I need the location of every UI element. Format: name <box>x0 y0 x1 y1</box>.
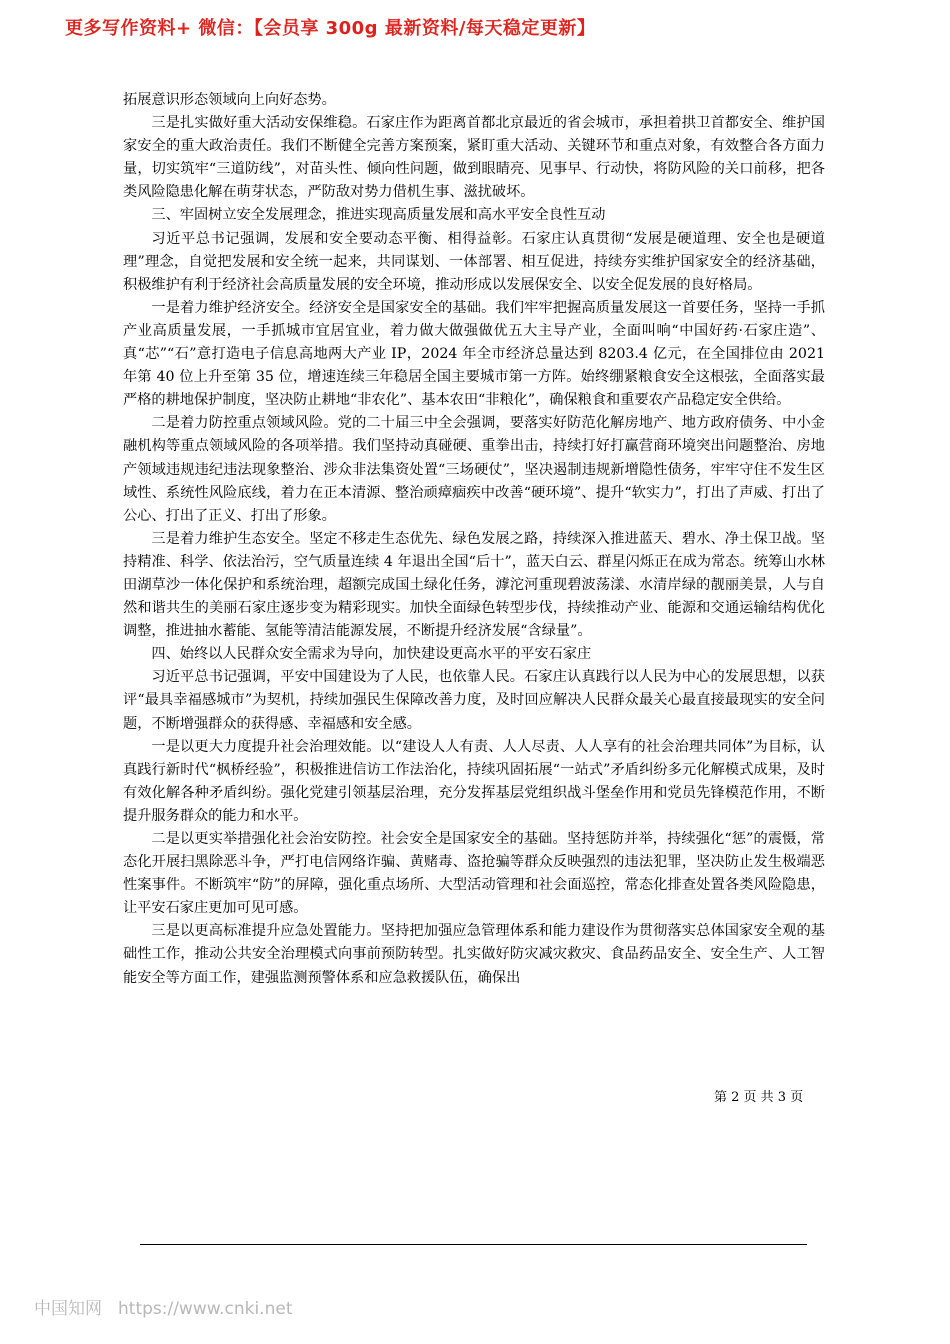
paragraph: 三是以更高标准提升应急处置能力。坚持把加强应急管理体系和能力建设作为贯彻落实总体国家安全观的基础性工作，推动公共安全治理模式向事前预防转型。扎实做好防灾减灾救灾、食品药品安全、安全生产、人工智能安全等方面工作，建强监测预警体系和应急救援队伍，确保出 <box>123 923 825 986</box>
watermark-site-name: 中国知网 <box>34 1299 102 1319</box>
paragraph: 习近平总书记强调，发展和安全要动态平衡、相得益彰。石家庄认真贯彻“发展是硬道理、安全也是硬道理”理念，自觉把发展和安全统一起来，共同谋划、一体部署、相互促进，持续夯实维护国家安全的经济基础，积极维护有利于经济社会高质量发展的安全环境，推动形成以发展保安全、以安全促发展的良好格局。 <box>123 230 825 293</box>
page-number: 第 2 页 共 3 页 <box>714 1090 804 1105</box>
paragraph: 三是扎实做好重大活动安保维稳。石家庄作为距离首都北京最近的省会城市，承担着拱卫首都安全、维护国家安全的重大政治责任。我们不断健全完善方案预案，紧盯重大活动、关键环节和重点对象，有效整合各方面力量，切实筑牢“三道防线”，对苗头性、倾向性问题，做到眼睛亮、见事早、行动快，将防风险的关口前移，把各类风险隐患化解在萌芽状态，严防敌对势力借机生事、滋扰破坏。 <box>123 115 825 201</box>
paragraph: 一是着力维护经济安全。经济安全是国家安全的基础。我们牢牢把握高质量发展这一首要任务，坚持一手抓产业高质量发展，一手抓城市宜居宜业，着力做大做强做优五大主导产业，全面叫响“中国好药·石家庄造”、真“芯”“石”意打造电子信息高地两大产业 IP，2024 年全市经济总量达到 8203.4 亿元，在全国排位由 2021 年第 40 位上升至第 35 位，增速连续三年稳居全国主要城市第一方阵。始终绷紧粮食安全这根弦，全面落实最严格的耕地保护制度，坚决防止耕地“非农化”、基本农田“非粮化”，确保粮食和重要农产品稳定安全供给。 <box>123 299 825 409</box>
watermark-url: https://www.cnki.net <box>118 1299 293 1319</box>
paragraph-continuation: 拓展意识形态领域向上向好态势。 <box>123 92 336 108</box>
paragraph: 一是以更大力度提升社会治理效能。以“建设人人有责、人人尽责、人人享有的社会治理共同体”为目标，认真践行新时代“枫桥经验”，积极推进信访工作法治化，持续巩固拓展“一站式”矛盾纠纷多元化解模式成果，及时有效化解各种矛盾纠纷。强化党建引领基层治理，充分发挥基层党组织战斗堡垒作用和党员先锋模范作用，不断提升服务群众的能力和水平。 <box>123 738 825 824</box>
cnki-watermark <box>34 1294 292 1319</box>
document-body <box>123 89 825 990</box>
promo-banner: 更多写作资料+ 微信：【会员享 300g 最新资料/每天稳定更新】 <box>65 18 596 39</box>
section-heading: 四、始终以人民群众安全需求为导向，加快建设更高水平的平安石家庄 <box>151 646 592 663</box>
paragraph: 三是着力维护生态安全。坚定不移走生态优先、绿色发展之路，持续深入推进蓝天、碧水、净土保卫战。坚持精准、科学、依法治污，空气质量连续 4 年退出全国“后十”，蓝天白云、群星闪烁正在成为常态。统筹山水林田湖草沙一体化保护和系统治理，超额完成国土绿化任务，滹沱河重现碧波荡漾、水清岸绿的靓丽美景，人与自然和谐共生的美丽石家庄逐步变为精彩现实。加快全面绿色转型步伐，持续推动产业、能源和交通运输结构优化调整，推进抽水蓄能、氢能等清洁能源发展，不断提升经济发展“含绿量”。 <box>123 530 825 640</box>
paragraph: 二是着力防控重点领域风险。党的二十届三中全会强调，要落实好防范化解房地产、地方政府债务、中小金融机构等重点领域风险的各项举措。我们坚持动真碰硬、重拳出击，持续打好打赢营商环境突出问题整治、房地产领域违规违纪违法现象整治、涉众非法集资处置“三场硬仗”，坚决遏制违规新增隐性债务，牢牢守住不发生区域性、系统性风险底线，着力在正本清源、整治顽瘴痼疾中改善“硬环境”、提升“软实力”，打出了声威、打出了公心、打出了正义、打出了形象。 <box>123 415 825 524</box>
section-heading: 三、牢固树立安全发展理念，推进实现高质量发展和高水平安全良性互动 <box>151 207 606 224</box>
paragraph: 二是以更实举措强化社会治安防控。社会安全是国家安全的基础。坚持惩防并举，持续强化“惩”的震慑，常态化开展扫黑除恶斗争，严打电信网络诈骗、黄赌毒、盗抢骗等群众反映强烈的违法犯罪，坚决防止发生极端恶性案事件。不断筑牢“防”的屏障，强化重点场所、大型活动管理和社会面巡控，常态化排查处置各类风险隐患，让平安石家庄更加可见可感。 <box>123 831 825 917</box>
footer-divider <box>140 1244 807 1245</box>
paragraph: 习近平总书记强调，平安中国建设为了人民，也依靠人民。石家庄认真践行以人民为中心的发展思想，以获评“最具幸福感城市”为契机，持续加强民生保障改善力度，及时回应解决人民群众最关心最直接最现实的安全问题，不断增强群众的获得感、幸福感和安全感。 <box>123 669 825 732</box>
